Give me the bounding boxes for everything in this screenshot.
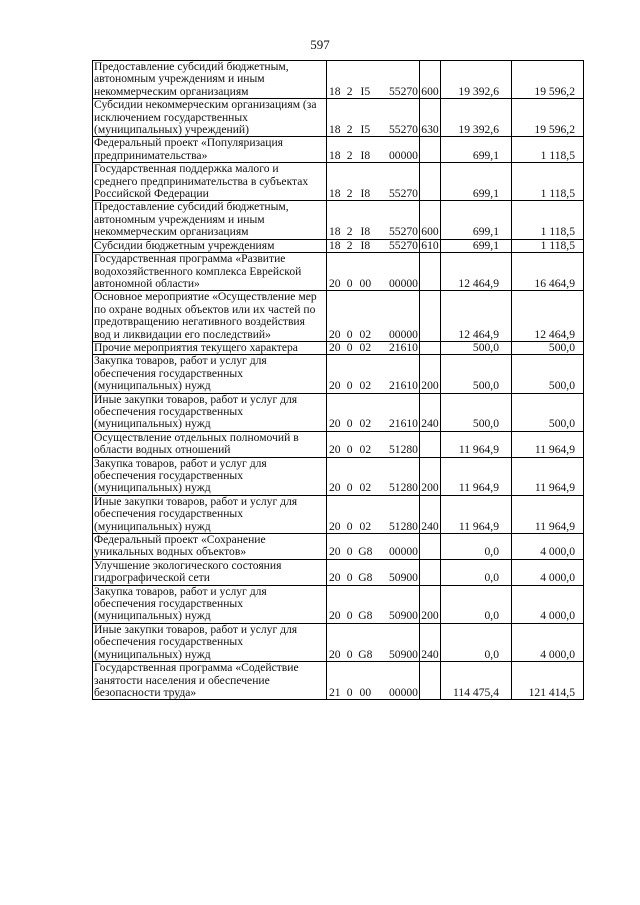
row-sum-year1: 0,0 <box>441 559 512 585</box>
row-code <box>327 341 420 354</box>
row-name: Федеральный проект «Сохранение уникальных водных объектов» <box>93 534 327 560</box>
code-subprogram: 2 <box>346 84 353 98</box>
code-subprogram: 0 <box>346 685 353 699</box>
row-sum-year2: 500,0 <box>512 355 584 393</box>
budget-table <box>92 60 584 700</box>
table-row <box>93 355 584 393</box>
row-code <box>327 431 420 457</box>
code-program: 20 <box>329 609 341 623</box>
row-expense-type <box>420 163 441 201</box>
code-direction: 00000 <box>388 545 418 559</box>
table-row <box>93 495 584 533</box>
code-program: 20 <box>329 443 341 457</box>
row-code <box>327 623 420 661</box>
code-direction: 00000 <box>388 327 418 341</box>
code-event: 00 <box>359 276 372 290</box>
row-expense-type: 240 <box>420 623 441 661</box>
code-direction: 55270 <box>388 238 418 252</box>
row-sum-year2: 16 464,9 <box>512 253 584 291</box>
row-name: Субсидии бюджетным учреждениям <box>93 239 327 252</box>
row-code <box>327 61 420 99</box>
code-event: I5 <box>360 123 371 137</box>
code-subprogram: 0 <box>346 417 353 431</box>
row-expense-type <box>420 559 441 585</box>
code-event: 02 <box>359 340 372 354</box>
row-code <box>327 163 420 201</box>
row-sum-year2: 1 118,5 <box>512 137 584 163</box>
row-sum-year1: 0,0 <box>441 534 512 560</box>
code-subprogram: 0 <box>346 443 353 457</box>
page-number: 597 <box>310 37 330 52</box>
row-sum-year1: 19 392,6 <box>441 61 512 99</box>
row-name: Осуществление отдельных полномочий в области водных отношений <box>93 431 327 457</box>
code-subprogram: 0 <box>346 571 353 585</box>
table-row <box>93 457 584 495</box>
code-event: I8 <box>360 225 371 239</box>
row-code <box>327 253 420 291</box>
code-direction: 50900 <box>388 571 418 585</box>
table-row <box>93 291 584 342</box>
table-row <box>93 534 584 560</box>
code-program: 18 <box>329 187 341 201</box>
table-row <box>93 61 584 99</box>
row-sum-year2: 12 464,9 <box>512 291 584 342</box>
row-code <box>327 137 420 163</box>
code-event: I5 <box>360 84 371 98</box>
row-expense-type: 240 <box>420 393 441 431</box>
code-program: 20 <box>329 276 341 290</box>
code-event: 02 <box>359 327 372 341</box>
row-sum-year1: 699,1 <box>441 163 512 201</box>
code-subprogram: 0 <box>346 379 353 393</box>
code-direction: 00000 <box>388 148 418 162</box>
row-sum-year1: 11 964,9 <box>441 431 512 457</box>
row-name: Предоставление субсидий бюджетным, автономным учреждениям и иным некоммерческим организациям <box>93 61 327 99</box>
table-row <box>93 253 584 291</box>
row-name: Иные закупки товаров, работ и услуг для обеспечения государственных (муниципальных) нужд <box>93 393 327 431</box>
code-subprogram: 2 <box>346 187 353 201</box>
code-program: 20 <box>329 647 341 661</box>
row-code <box>327 99 420 137</box>
row-expense-type: 200 <box>420 457 441 495</box>
code-subprogram: 2 <box>346 225 353 239</box>
row-sum-year1: 0,0 <box>441 623 512 661</box>
row-sum-year2: 11 964,9 <box>512 431 584 457</box>
row-code <box>327 495 420 533</box>
row-expense-type <box>420 137 441 163</box>
table-row <box>93 431 584 457</box>
code-program: 20 <box>329 481 341 495</box>
row-code <box>327 239 420 252</box>
row-expense-type <box>420 253 441 291</box>
row-sum-year1: 500,0 <box>441 355 512 393</box>
code-event: 02 <box>359 417 372 431</box>
row-sum-year2: 4 000,0 <box>512 585 584 623</box>
table-row <box>93 137 584 163</box>
code-direction: 00000 <box>388 276 418 290</box>
code-direction: 21610 <box>388 417 418 431</box>
table-row <box>93 623 584 661</box>
row-name: Закупка товаров, работ и услуг для обеспечения государственных (муниципальных) нужд <box>93 355 327 393</box>
row-sum-year2: 500,0 <box>512 341 584 354</box>
table-row <box>93 559 584 585</box>
row-name: Иные закупки товаров, работ и услуг для обеспечения государственных (муниципальных) нужд <box>93 495 327 533</box>
row-name: Государственная программа «Развитие водохозяйственного комплекса Еврейской автономной области» <box>93 253 327 291</box>
code-direction: 51280 <box>388 481 418 495</box>
row-expense-type: 240 <box>420 495 441 533</box>
row-code <box>327 662 420 700</box>
code-event: I8 <box>360 187 371 201</box>
row-code <box>327 559 420 585</box>
row-sum-year2: 121 414,5 <box>512 662 584 700</box>
row-code <box>327 534 420 560</box>
code-program: 20 <box>329 417 341 431</box>
row-sum-year1: 114 475,4 <box>441 662 512 700</box>
code-direction: 55270 <box>388 225 418 239</box>
code-subprogram: 0 <box>346 609 353 623</box>
code-direction: 55270 <box>388 187 418 201</box>
row-expense-type: 200 <box>420 585 441 623</box>
code-program: 18 <box>329 148 341 162</box>
code-program: 20 <box>329 519 341 533</box>
code-event: 02 <box>359 379 372 393</box>
row-sum-year1: 19 392,6 <box>441 99 512 137</box>
code-direction: 55270 <box>388 84 418 98</box>
row-expense-type: 600 <box>420 61 441 99</box>
code-event: I8 <box>360 148 371 162</box>
row-code <box>327 291 420 342</box>
code-program: 20 <box>329 379 341 393</box>
code-direction: 51280 <box>388 519 418 533</box>
row-code <box>327 393 420 431</box>
code-subprogram: 2 <box>346 238 353 252</box>
table-row <box>93 163 584 201</box>
code-subprogram: 0 <box>346 545 353 559</box>
code-subprogram: 0 <box>346 340 353 354</box>
code-program: 18 <box>329 225 341 239</box>
table-row <box>93 341 584 354</box>
code-program: 20 <box>329 340 341 354</box>
code-subprogram: 0 <box>346 276 353 290</box>
row-name: Улучшение экологического состояния гидрографической сети <box>93 559 327 585</box>
row-sum-year1: 699,1 <box>441 239 512 252</box>
row-sum-year2: 1 118,5 <box>512 239 584 252</box>
row-expense-type <box>420 534 441 560</box>
code-program: 20 <box>329 545 341 559</box>
code-program: 18 <box>329 238 341 252</box>
row-sum-year1: 699,1 <box>441 201 512 239</box>
code-event: G8 <box>358 609 373 623</box>
row-expense-type: 200 <box>420 355 441 393</box>
row-name: Закупка товаров, работ и услуг для обеспечения государственных (муниципальных) нужд <box>93 457 327 495</box>
row-sum-year1: 12 464,9 <box>441 253 512 291</box>
row-sum-year2: 11 964,9 <box>512 457 584 495</box>
table-row <box>93 393 584 431</box>
code-event: 00 <box>359 685 372 699</box>
row-expense-type <box>420 291 441 342</box>
row-name: Прочие мероприятия текущего характера <box>93 341 327 354</box>
code-program: 20 <box>329 327 341 341</box>
code-subprogram: 0 <box>346 327 353 341</box>
table-row <box>93 585 584 623</box>
code-program: 18 <box>329 123 341 137</box>
row-sum-year1: 11 964,9 <box>441 457 512 495</box>
code-subprogram: 0 <box>346 519 353 533</box>
row-name: Федеральный проект «Популяризация предпринимательства» <box>93 137 327 163</box>
code-event: I8 <box>360 238 371 252</box>
row-sum-year1: 12 464,9 <box>441 291 512 342</box>
row-name: Государственная программа «Содействие занятости населения и обеспечение безопасности труда» <box>93 662 327 700</box>
code-direction: 51280 <box>388 443 418 457</box>
code-event: G8 <box>358 545 373 559</box>
code-subprogram: 0 <box>346 647 353 661</box>
code-event: G8 <box>358 571 373 585</box>
row-code <box>327 457 420 495</box>
code-event: 02 <box>359 443 372 457</box>
code-subprogram: 2 <box>346 123 353 137</box>
row-sum-year2: 19 596,2 <box>512 61 584 99</box>
row-expense-type: 600 <box>420 201 441 239</box>
row-expense-type: 630 <box>420 99 441 137</box>
row-name: Предоставление субсидий бюджетным, автономным учреждениям и иным некоммерческим организациям <box>93 201 327 239</box>
code-subprogram: 2 <box>346 148 353 162</box>
row-name: Государственная поддержка малого и среднего предпринимательства в субъектах Российской Федерации <box>93 163 327 201</box>
code-subprogram: 0 <box>346 481 353 495</box>
row-sum-year2: 500,0 <box>512 393 584 431</box>
row-expense-type <box>420 662 441 700</box>
table-row <box>93 662 584 700</box>
row-sum-year1: 500,0 <box>441 393 512 431</box>
table-row <box>93 99 584 137</box>
code-program: 18 <box>329 84 341 98</box>
row-sum-year2: 4 000,0 <box>512 623 584 661</box>
table-row <box>93 201 584 239</box>
row-code <box>327 201 420 239</box>
code-direction: 50900 <box>388 609 418 623</box>
row-sum-year1: 500,0 <box>441 341 512 354</box>
row-sum-year2: 1 118,5 <box>512 163 584 201</box>
row-sum-year1: 699,1 <box>441 137 512 163</box>
code-direction: 21610 <box>388 379 418 393</box>
table-row <box>93 239 584 252</box>
row-name: Иные закупки товаров, работ и услуг для обеспечения государственных (муниципальных) нужд <box>93 623 327 661</box>
row-expense-type <box>420 431 441 457</box>
code-event: 02 <box>359 519 372 533</box>
row-name: Закупка товаров, работ и услуг для обеспечения государственных (муниципальных) нужд <box>93 585 327 623</box>
code-program: 21 <box>329 685 341 699</box>
row-code <box>327 585 420 623</box>
code-program: 20 <box>329 571 341 585</box>
row-sum-year2: 1 118,5 <box>512 201 584 239</box>
code-direction: 00000 <box>388 685 418 699</box>
row-expense-type: 610 <box>421 238 439 252</box>
row-expense-type <box>420 341 441 354</box>
code-direction: 21610 <box>388 340 418 354</box>
code-event: G8 <box>358 647 373 661</box>
row-sum-year2: 11 964,9 <box>512 495 584 533</box>
code-direction: 50900 <box>388 647 418 661</box>
row-sum-year2: 4 000,0 <box>512 559 584 585</box>
code-event: 02 <box>359 481 372 495</box>
row-sum-year2: 4 000,0 <box>512 534 584 560</box>
row-name: Основное мероприятие «Осуществление мер по охране водных объектов или их частей по предотвращению негативного воздействия вод и ликвидации его последствий» <box>93 291 327 342</box>
row-name: Субсидии некоммерческим организациям (за исключением государственных (муниципальных) учреждений) <box>93 99 327 137</box>
row-sum-year1: 11 964,9 <box>441 495 512 533</box>
code-direction: 55270 <box>388 123 418 137</box>
row-sum-year1: 0,0 <box>441 585 512 623</box>
row-code <box>327 355 420 393</box>
row-sum-year2: 19 596,2 <box>512 99 584 137</box>
